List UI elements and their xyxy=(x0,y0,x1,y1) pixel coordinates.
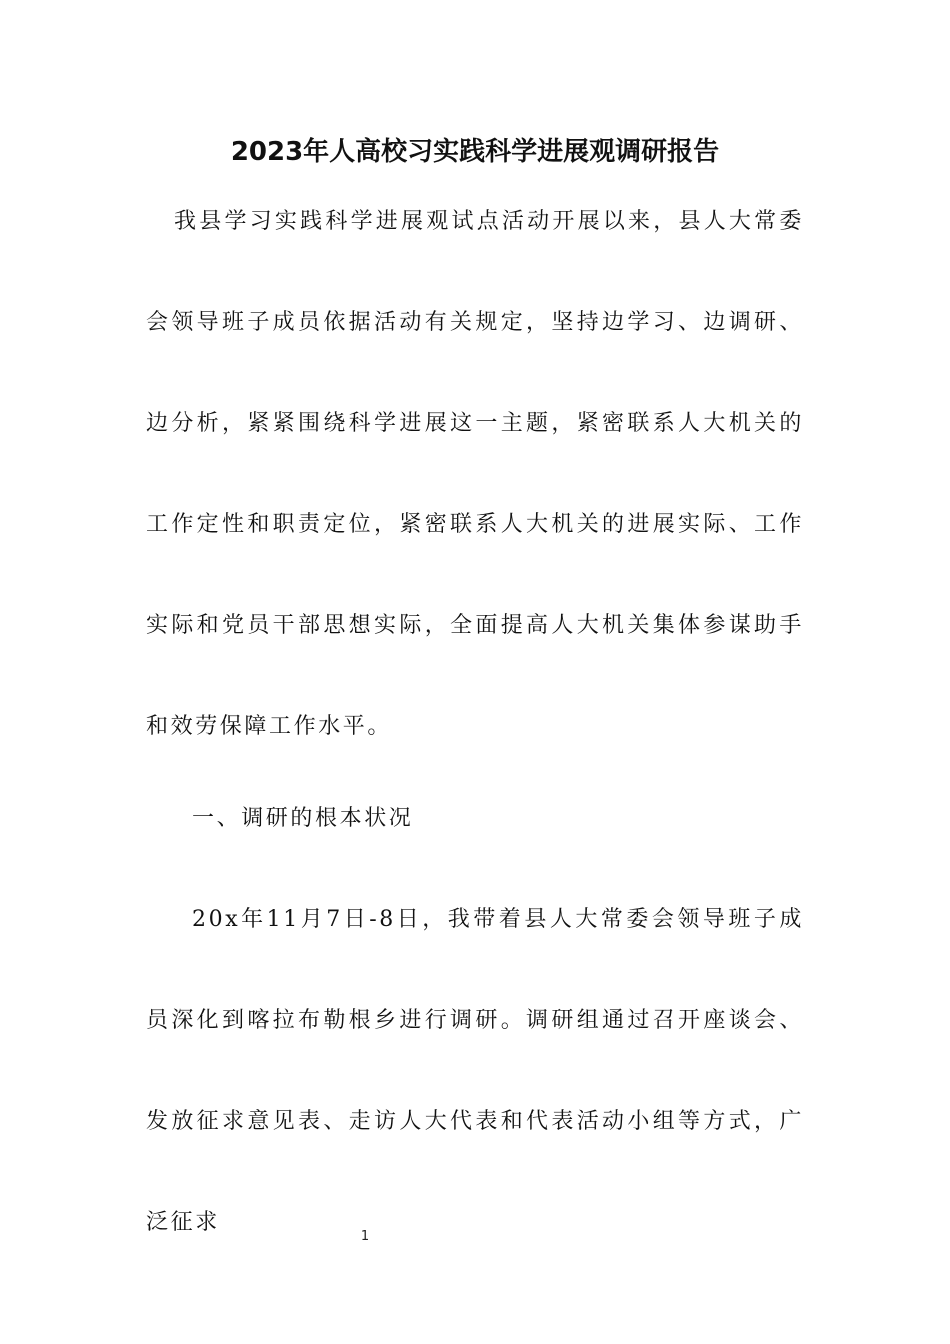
page-number: 1 xyxy=(360,1229,370,1244)
document-title: 2023年人高校习实践科学进展观调研报告 xyxy=(230,137,720,167)
section-heading: 一、调研的根本状况 xyxy=(192,806,414,831)
paragraph-research: 20x年11月7日-8日，我带着县人大常委会领导班子成员深化到喀拉布勒根乡进行调研。调研组通过召开座谈会、发放征求意见表、走访人大代表和代表活动小组等方式，广泛征求 xyxy=(146,907,804,1235)
paragraph-intro: 我县学习实践科学进展观试点活动开展以来，县人大常委会领导班子成员依据活动有关规定，坚持边学习、边调研、边分析，紧紧围绕科学进展这一主题，紧密联系人大机关的工作定性和职责定位，紧密联系人大机关的进展实际、工作实际和党员干部思想实际，全面提高人大机关集体参谋助手和效劳保障工作水平。 xyxy=(146,209,804,739)
